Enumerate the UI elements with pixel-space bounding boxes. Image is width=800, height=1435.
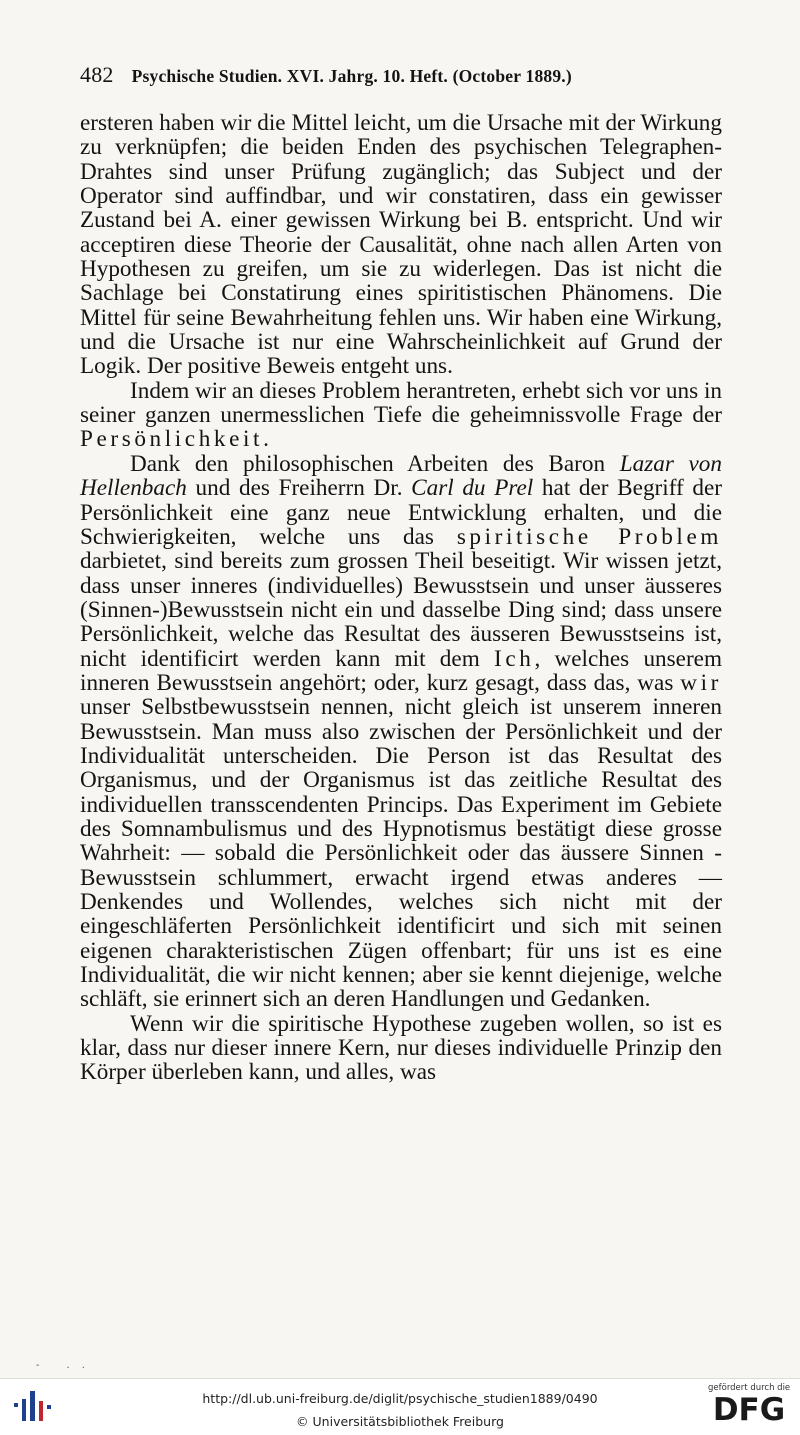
spaced-word-ich: Ich	[494, 645, 535, 672]
paragraph-3-text-c: hat der Begriff der Persönlichkeit eine ganz neue Entwicklung erhalten, und die Schwierigkeiten, welche uns das	[80, 475, 722, 550]
running-header	[80, 62, 722, 90]
source-url-link[interactable]: http://dl.ub.uni-freiburg.de/diglit/psychische_studien1889/0490	[202, 1391, 598, 1406]
spaced-word-persoenlichkeit: Persönlichkeit	[80, 426, 264, 453]
spaced-word-wir: wir	[680, 669, 722, 696]
body-text	[80, 111, 722, 1085]
italic-name-du-prel: Carl du Prel	[411, 475, 534, 502]
paragraph-3-text-b: und des Freiherrn Dr.	[186, 475, 412, 502]
paragraph-4	[80, 1012, 722, 1085]
paragraph-2-end: .	[263, 426, 269, 453]
sponsor-caption: gefördert durch die	[708, 1383, 791, 1393]
dfg-sponsor-logo	[708, 1383, 790, 1431]
paragraph-4-text: Wenn wir die spiritische Hypothese zugeben wollen, so ist es klar, dass nur dieser innere Kern, nur dieses individuelle Prinzip den Körper überleben kann, und alles, was	[80, 1010, 722, 1086]
italic-name-hellenbach: Lazar von Hellenbach	[80, 450, 722, 502]
paragraph-3-text-d: darbietet, sind bereits zum grossen Theil beseitigt. Wir wissen jetzt, dass unser inneres (individuelles) Bewusstsein und unser äusseres (Sinnen-)Bewusstsein nicht ein und dasselbe Ding sind; dass unsere Persönlichkeit, welche das Resultat des äusseren Bewusstseins ist, nicht identificirt werden kann mit dem	[80, 548, 722, 672]
running-title: Psychische Studien. XVI. Jahrg. 10. Heft. (October 1889.)	[131, 66, 572, 86]
paragraph-3-text-a: Dank den philosophischen Arbeiten des Baron	[130, 450, 620, 477]
digitization-footer	[0, 1378, 800, 1435]
scan-marks: - ..	[36, 1360, 97, 1371]
paragraph-3-text-f: unser Selbstbewusstsein nennen, nicht gleich ist unserem inneren Bewusstsein. Man muss also zwischen der Persönlichkeit und der Individualität unterscheiden. Die Person ist das Resultat des Organismus, und der Organismus ist das zeitliche Resultat des individuellen transscendenten Princips. Das Experiment im Gebiete des Somnambulismus und des Hypnotismus bestätigt diese grosse Wahrheit: — sobald die Persönlichkeit oder das äussere Sinnen - Bewusstsein schlummert, erwacht irgend etwas anderes — Denkendes und Wollendes, welches sich nicht mit der eingeschläferten Persönlichkeit identificirt und sich mit seinen eigenen charakteristischen Zügen offenbart; für uns ist es eine Individualität, die wir nicht kennen; aber sie kennt diejenige, welche schläft, sie erinnert sich an deren Handlungen und Gedanken.	[80, 694, 722, 1013]
paragraph-1-text: ersteren haben wir die Mittel leicht, um die Ursache mit der Wirkung zu verknüpfen; die beiden Enden des psychischen Telegraphen-Drahtes sind unser Prüfung zugänglich; das Subject und der Operator sind auffindbar, und wir constatiren, dass ein gewisser Zustand bei A. einer gewissen Wirkung bei B. entspricht. Und wir acceptiren diese Theorie der Causalität, ohne nach allen Arten von Hypothesen zu greifen, um sie zu widerlegen. Das ist nicht die Sachlage bei Constatirung eines spiritistischen Phänomens. Die Mittel für seine Bewahrheitung fehlen uns. Wir haben eine Wirkung, und die Ursache ist nur eine Wahrscheinlichkeit auf Grund der Logik. Der positive Beweis entgeht uns.	[80, 110, 722, 380]
paragraph-1	[80, 111, 722, 379]
paragraph-3-text-e: , welches unserem inneren Bewusstsein angehört; oder, kurz gesagt, dass das, was	[80, 645, 723, 696]
paragraph-2-text: Indem wir an dieses Problem herantreten, erhebt sich vor uns in seiner ganzen unermesslichen Tiefe die geheimnissvolle Frage der	[80, 377, 722, 429]
paragraph-3	[80, 452, 722, 1012]
spaced-phrase-spiritische-problem: spiritische Problem	[456, 523, 722, 550]
page-number: 482	[80, 62, 114, 87]
paragraph-2	[80, 379, 722, 452]
copyright-notice: © Universitätsbibliothek Freiburg	[296, 1414, 504, 1429]
dfg-logo-text: DFG	[712, 1392, 786, 1428]
